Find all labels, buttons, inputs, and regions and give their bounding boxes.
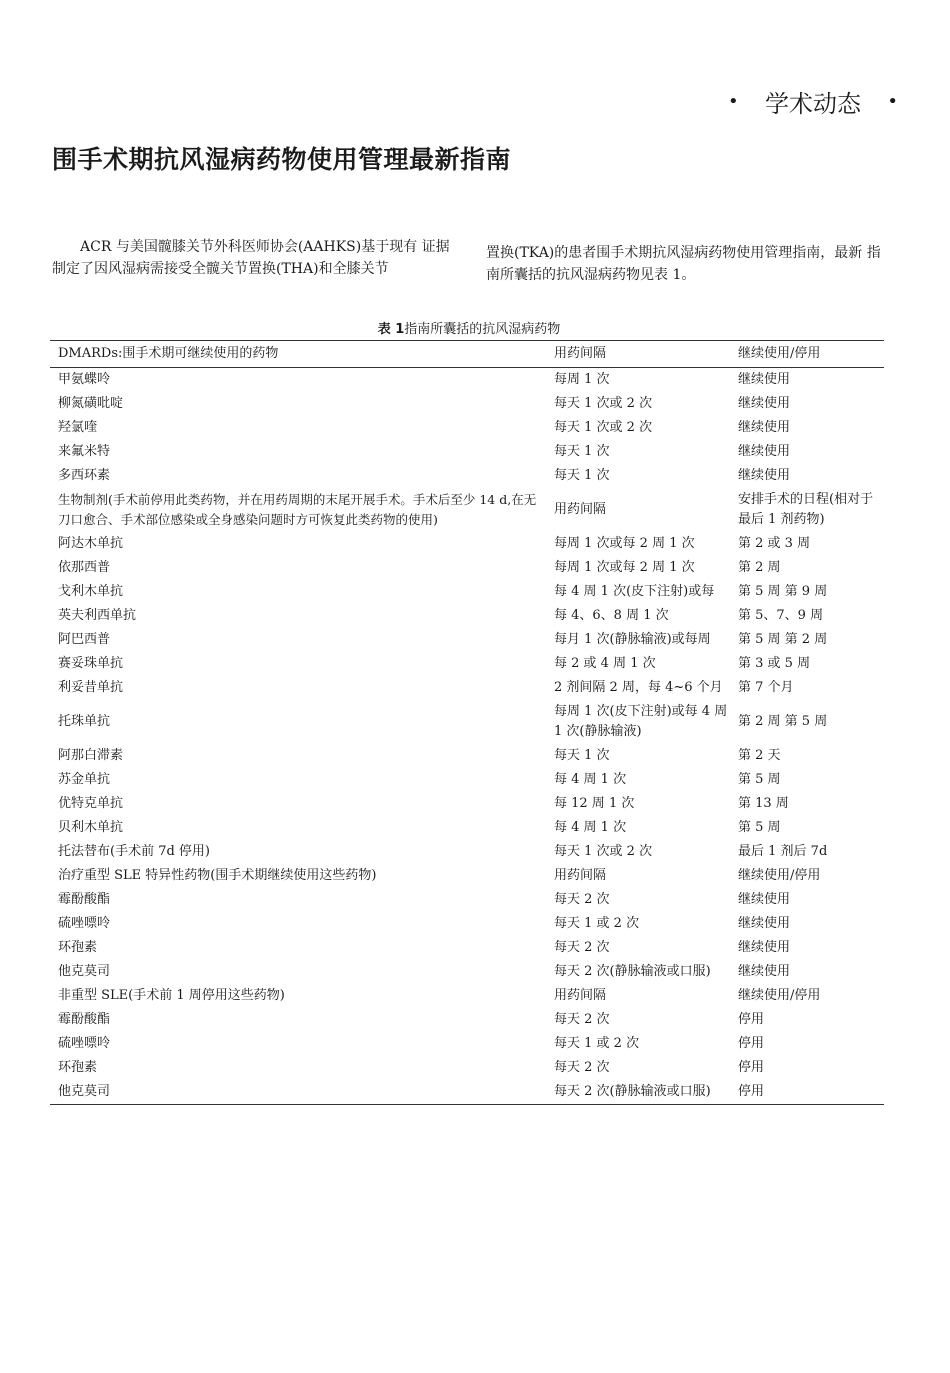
table-row bbox=[50, 700, 884, 744]
interval-cell: 每天 1 次 bbox=[554, 468, 610, 483]
section-tag bbox=[728, 84, 898, 119]
table-row bbox=[50, 840, 884, 864]
status-cell: 停用 bbox=[738, 1060, 765, 1075]
drug-name-cell: 依那西普 bbox=[58, 560, 111, 575]
header-status: 继续使用/停用 bbox=[730, 341, 884, 368]
table-row bbox=[50, 936, 884, 960]
interval-cell: 每周 1 次或每 2 周 1 次 bbox=[554, 536, 695, 551]
status-cell: 继续使用 bbox=[738, 916, 791, 931]
status-cell: 继续使用 bbox=[738, 468, 791, 483]
intro-left-column: ACR 与美国髋膝关节外科医师协会(AAHKS)基于现有 证据制定了因风湿病需接受全髋关节置换(THA)和全膝关节 bbox=[52, 239, 450, 277]
interval-cell: 每月 1 次(静脉输液)或每周 bbox=[554, 632, 711, 647]
drug-name-cell: 来氟米特 bbox=[58, 444, 111, 459]
drug-name-cell: 治疗重型 SLE 特异性药物(围手术期继续使用这些药物) bbox=[58, 868, 377, 883]
table-row bbox=[50, 580, 884, 604]
table-row bbox=[50, 652, 884, 676]
table-caption bbox=[0, 318, 938, 337]
status-cell: 第 5 周 bbox=[738, 820, 781, 835]
status-cell: 第 13 周 bbox=[738, 796, 789, 811]
interval-cell: 每天 2 次 bbox=[554, 1060, 610, 1075]
drug-name-cell: 霉酚酸酯 bbox=[58, 892, 111, 907]
drug-name-cell: 托珠单抗 bbox=[58, 714, 111, 729]
status-cell: 第 7 个月 bbox=[738, 680, 794, 695]
section-name: 学术动态 bbox=[765, 90, 861, 118]
table-row bbox=[50, 392, 884, 416]
interval-cell: 每天 1 次 bbox=[554, 444, 610, 459]
interval-cell: 每天 1 次或 2 次 bbox=[554, 844, 653, 859]
table-row bbox=[50, 1080, 884, 1105]
table-header-row bbox=[50, 341, 884, 368]
drug-name-cell: 戈利木单抗 bbox=[58, 584, 124, 599]
interval-cell: 2 剂间隔 2 周，每 4~6 个月 bbox=[554, 680, 723, 695]
interval-cell: 每天 1 次或 2 次 bbox=[554, 396, 653, 411]
status-cell: 停用 bbox=[730, 1080, 884, 1105]
table-row bbox=[50, 864, 884, 888]
drug-name-cell: 环孢素 bbox=[58, 940, 98, 955]
table-row bbox=[50, 1032, 884, 1056]
status-cell: 停用 bbox=[738, 1036, 765, 1051]
drug-name-cell: 托法替布(手术前 7d 停用) bbox=[58, 844, 211, 859]
drug-name-cell: 优特克单抗 bbox=[58, 796, 124, 811]
table-row bbox=[50, 604, 884, 628]
table-row bbox=[50, 912, 884, 936]
table-row bbox=[50, 744, 884, 768]
table-row bbox=[50, 792, 884, 816]
status-cell: 继续使用 bbox=[738, 420, 791, 435]
interval-cell: 每周 1 次或每 2 周 1 次 bbox=[554, 560, 695, 575]
interval-cell: 每天 2 次(静脉输液或口服) bbox=[546, 1080, 730, 1105]
table-row bbox=[50, 440, 884, 464]
interval-cell: 用药间隔 bbox=[554, 988, 607, 1003]
intro-right-column: 置换(TKA)的患者围手术期抗风湿病药物使用管理指南，最新 指南所囊括的抗风湿病药物见表 1。 bbox=[486, 245, 881, 283]
drug-name-cell: 甲氨蝶呤 bbox=[58, 372, 111, 387]
bullet-icon: • bbox=[887, 91, 898, 112]
drug-name-cell: 阿达木单抗 bbox=[58, 536, 124, 551]
drug-name-cell: 利妥昔单抗 bbox=[58, 680, 124, 695]
drug-name-cell: 生物制剂(手术前停用此类药物，并在用药周期的末尾开展手术。手术后至少 14 d,在无刀口愈合、手术部位感染或全身感染问题时方可恢复此类药物的使用) bbox=[58, 492, 537, 527]
drug-name-cell: 硫唑嘌呤 bbox=[58, 1036, 111, 1051]
drug-name-cell: 非重型 SLE(手术前 1 周停用这些药物) bbox=[58, 988, 285, 1003]
interval-cell: 用药间隔 bbox=[554, 868, 607, 883]
header-drug: DMARDs:围手术期可继续使用的药物 bbox=[50, 341, 546, 368]
status-cell: 安排手术的日程(相对于最后 1 剂药物) bbox=[738, 492, 874, 527]
interval-cell: 每周 1 次(皮下注射)或每 4 周 1 次(静脉输液) bbox=[554, 704, 728, 739]
drug-name-cell: 他克莫司 bbox=[58, 964, 111, 979]
header-interval: 用药间隔 bbox=[546, 341, 730, 368]
drug-name-cell: 贝利木单抗 bbox=[58, 820, 124, 835]
interval-cell: 每天 1 次 bbox=[554, 748, 610, 763]
table-row bbox=[50, 532, 884, 556]
table-caption-label: 表 1 bbox=[377, 322, 405, 337]
interval-cell: 每天 1 或 2 次 bbox=[554, 1036, 640, 1051]
drug-name-cell: 霉酚酸酯 bbox=[58, 1012, 111, 1027]
drug-name-cell: 羟氯喹 bbox=[58, 420, 98, 435]
table-row bbox=[50, 768, 884, 792]
interval-cell: 每 4、6、8 周 1 次 bbox=[554, 608, 669, 623]
status-cell: 停用 bbox=[738, 1012, 765, 1027]
drug-table bbox=[50, 340, 884, 1105]
table-caption-text: 指南所囊括的抗风湿病药物 bbox=[404, 322, 561, 337]
status-cell: 继续使用 bbox=[738, 444, 791, 459]
status-cell: 继续使用 bbox=[738, 892, 791, 907]
drug-name-cell: 阿那白滞素 bbox=[58, 748, 124, 763]
status-cell: 第 2 周 第 5 周 bbox=[738, 714, 828, 729]
table-row bbox=[50, 960, 884, 984]
drug-name-cell: 柳氮磺吡啶 bbox=[58, 396, 124, 411]
status-cell: 继续使用 bbox=[738, 940, 791, 955]
table-row bbox=[50, 416, 884, 440]
drug-name-cell: 他克莫司 bbox=[50, 1080, 546, 1105]
drug-name-cell: 阿巴西普 bbox=[58, 632, 111, 647]
interval-cell: 每天 2 次 bbox=[554, 892, 610, 907]
drug-name-cell: 苏金单抗 bbox=[58, 772, 111, 787]
table-row bbox=[50, 676, 884, 700]
status-cell: 继续使用 bbox=[738, 372, 791, 387]
table-row bbox=[50, 1008, 884, 1032]
status-cell: 第 2 天 bbox=[738, 748, 781, 763]
drug-name-cell: 硫唑嘌呤 bbox=[58, 916, 111, 931]
table-row bbox=[50, 816, 884, 840]
table-row bbox=[50, 368, 884, 393]
table-row bbox=[50, 488, 884, 532]
table-row bbox=[50, 556, 884, 580]
drug-name-cell: 多西环素 bbox=[58, 468, 111, 483]
table-row bbox=[50, 984, 884, 1008]
table-row bbox=[50, 464, 884, 488]
status-cell: 继续使用 bbox=[738, 964, 791, 979]
interval-cell: 每 4 周 1 次 bbox=[554, 772, 627, 787]
table-row bbox=[50, 888, 884, 912]
interval-cell: 每天 2 次 bbox=[554, 940, 610, 955]
drug-name-cell: 英夫利西单抗 bbox=[58, 608, 137, 623]
table-row bbox=[50, 1056, 884, 1080]
interval-cell: 每天 2 次(静脉输液或口服) bbox=[554, 964, 711, 979]
drug-name-cell: 赛妥珠单抗 bbox=[58, 656, 124, 671]
table-row bbox=[50, 628, 884, 652]
status-cell: 继续使用/停用 bbox=[738, 988, 821, 1003]
status-cell: 继续使用 bbox=[738, 396, 791, 411]
bullet-icon: • bbox=[728, 91, 739, 112]
status-cell: 继续使用/停用 bbox=[738, 868, 821, 883]
interval-cell: 每天 1 次或 2 次 bbox=[554, 420, 653, 435]
status-cell: 第 2 或 3 周 bbox=[738, 536, 811, 551]
interval-cell: 每天 1 或 2 次 bbox=[554, 916, 640, 931]
interval-cell: 每天 2 次 bbox=[554, 1012, 610, 1027]
interval-cell: 每周 1 次 bbox=[554, 372, 610, 387]
interval-cell: 每 12 周 1 次 bbox=[554, 796, 635, 811]
status-cell: 第 5 周 bbox=[738, 772, 781, 787]
drug-name-cell: 环孢素 bbox=[58, 1060, 98, 1075]
status-cell: 第 3 或 5 周 bbox=[738, 656, 811, 671]
status-cell: 第 2 周 bbox=[738, 560, 781, 575]
status-cell: 第 5、7、9 周 bbox=[738, 608, 824, 623]
status-cell: 最后 1 剂后 7d bbox=[738, 844, 828, 859]
interval-cell: 用药间隔 bbox=[554, 502, 607, 517]
status-cell: 第 5 周 第 2 周 bbox=[738, 632, 828, 647]
status-cell: 第 5 周 第 9 周 bbox=[738, 584, 828, 599]
article-title: 围手术期抗风湿病药物使用管理最新指南 bbox=[52, 145, 512, 174]
interval-cell: 每 4 周 1 次(皮下注射)或每 bbox=[554, 584, 715, 599]
interval-cell: 每 4 周 1 次 bbox=[554, 820, 627, 835]
interval-cell: 每 2 或 4 周 1 次 bbox=[554, 656, 656, 671]
table-body bbox=[50, 368, 884, 1105]
